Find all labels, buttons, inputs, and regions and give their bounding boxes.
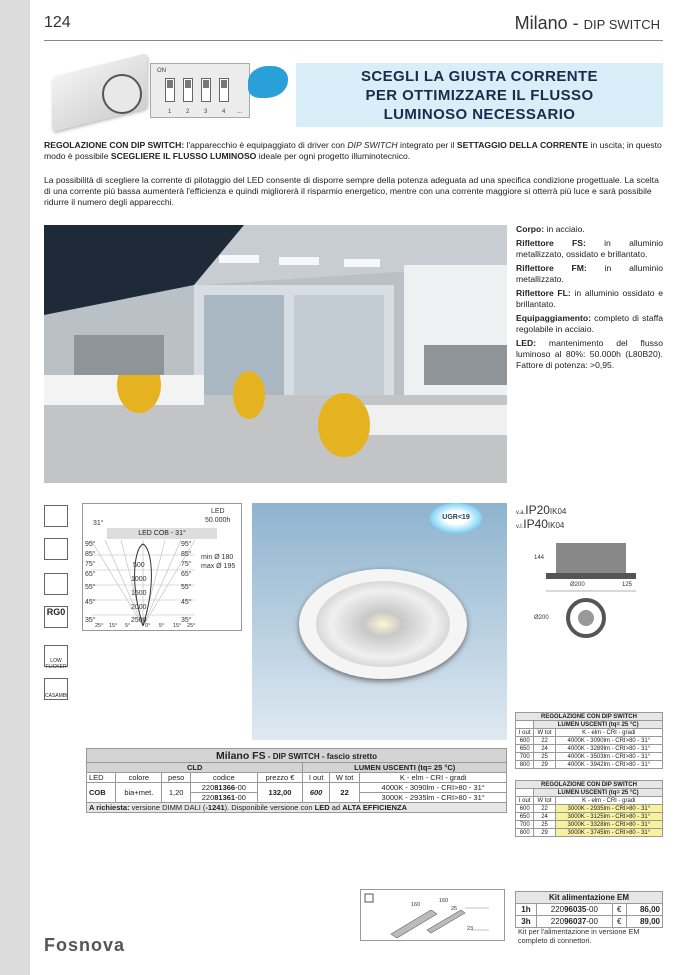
col-peso: peso — [162, 773, 191, 783]
dimension-diameter: Ø200 — [570, 582, 585, 588]
page-title: Milano - DIP SWITCH — [514, 13, 660, 33]
beam-angle: 31° — [93, 520, 104, 527]
kit-dim: 23 — [467, 926, 474, 932]
degree-label: 35° — [85, 617, 96, 624]
polar-title: LED COB - 31° — [107, 528, 217, 539]
lumen-header: LUMEN USCENTI (tq= 25 °C) — [303, 763, 507, 773]
col-iout: I out — [303, 773, 330, 783]
kit-dim: 25 — [451, 906, 458, 912]
risk-group-icon: RG0 — [44, 606, 68, 628]
degree-label: 65° — [85, 571, 96, 578]
col-led: LED — [87, 773, 116, 783]
spec-item: Riflettore FL: in alluminio ossidato e brillantato. — [516, 288, 663, 309]
degree-label: 95° — [85, 541, 96, 548]
degree-label: 55° — [181, 584, 192, 591]
page-number: 124 — [44, 14, 71, 31]
ring-label: 2000 — [131, 604, 147, 611]
degree-label: 5° — [159, 623, 165, 629]
polar-diagram — [82, 503, 242, 631]
em-kit-illustration — [361, 890, 506, 942]
table-row: 600 22 3000K - 2935lm - CRI>80 - 31° — [516, 805, 663, 813]
spec-item: Riflettore FM: in alluminio metallizzato. — [516, 263, 663, 284]
office-illustration — [44, 225, 507, 483]
col-codice: codice — [191, 773, 258, 783]
col-wtot: W tot — [329, 773, 359, 783]
em-kit-drawing — [360, 889, 505, 941]
col-k: K - elm - CRI - gradi — [555, 729, 662, 737]
product-image — [252, 503, 507, 740]
table-row: 800 29 4000K - 3942lm - CRI>80 - 31° — [516, 761, 663, 769]
side-table-sub: LUMEN USCENTI (tq= 25 °C) — [534, 789, 663, 797]
side-table-title: REGOLAZIONE CON DIP SWITCH — [516, 781, 663, 789]
dip-on-label: ON — [157, 68, 166, 74]
downlight-reflector — [316, 581, 450, 667]
office-photo — [44, 225, 507, 483]
spec-item: Equipaggiamento: completo di staffa regolabile in acciaio. — [516, 313, 663, 334]
table-row: 700 25 4000K - 3503lm - CRI>80 - 31° — [516, 753, 663, 761]
table-row: COB bia+met. 1,20 22081366-00 132,00 600 22 4000K - 3090lm - CRI>80 - 31° — [87, 783, 507, 793]
dip-switch-4 — [219, 78, 229, 102]
table-row: 600 22 4000K - 3090lm - CRI>80 - 31° — [516, 737, 663, 745]
led-label: LED — [211, 508, 225, 515]
max-diameter: max Ø 195 — [201, 563, 236, 570]
table-row: 650 24 4000K - 3289lm - CRI>80 - 31° — [516, 745, 663, 753]
col-colore: colore — [116, 773, 162, 783]
degree-label: 95° — [181, 541, 192, 548]
dip-switch-diagram — [150, 63, 250, 118]
led-hours: 50.000h — [205, 517, 231, 524]
col-k: K - elm - CRI - gradi — [360, 773, 507, 783]
degree-label: 45° — [181, 599, 192, 606]
side-table-sub: LUMEN USCENTI (tq= 25 °C) — [534, 721, 663, 729]
table-row: 1h 22096035-00 € 86,00 — [516, 904, 663, 916]
low-flicker-icon: LOW FLICKER — [44, 645, 68, 667]
product-table-title: Milano FS - DIP SWITCH - fascio stretto — [87, 749, 507, 763]
kit-dim: 160 — [439, 898, 449, 904]
casambi-icon: CASAMBI — [44, 678, 68, 700]
page-subtitle: DIP SWITCH — [583, 17, 660, 32]
product-code: 22081361-00 — [191, 793, 258, 803]
kit-dim: 160 — [411, 902, 421, 908]
col-prezzo: prezzo € — [257, 773, 303, 783]
degree-label: 75° — [85, 561, 96, 568]
dimension-drawing — [516, 533, 663, 638]
spec-item: LED: mantenimento del flusso luminoso al 80%: 50.000h (L80B20). Fattore di potenza: >0,95. — [516, 338, 663, 370]
product-note: A richiesta: versione DIMM DALI (-1241). Disponibile versione con LED ad ALTA EFFICIENZA — [87, 803, 507, 813]
headline-banner — [296, 63, 663, 127]
col-wtot: W tot — [534, 797, 555, 805]
degree-label: 25° — [187, 623, 196, 629]
zoom-circle-icon — [102, 74, 142, 114]
dip-number: 1 — [168, 109, 172, 115]
ring-label: 1000 — [131, 576, 147, 583]
em-kit-note: Kit per l'alimentazione in versione EM completo di connettori. — [518, 927, 640, 945]
ip-rating-box — [516, 503, 663, 638]
ring-label: 1500 — [131, 590, 147, 597]
col-wtot: W tot — [534, 729, 555, 737]
degree-label: 15° — [109, 623, 118, 629]
banner-line: SCEGLI LA GIUSTA CORRENTE — [361, 68, 598, 85]
office-usage-icon — [44, 538, 68, 560]
table-row: 3h 22096037-00 € 89,00 — [516, 916, 663, 928]
table-row: 650 24 3000K - 3125lm - CRI>80 - 31° — [516, 813, 663, 821]
degree-label: 15° — [173, 623, 182, 629]
ring-label: 500 — [133, 562, 145, 569]
dimension-cut: 125 — [622, 582, 633, 588]
degree-label: 65° — [181, 571, 192, 578]
header-divider — [44, 40, 663, 41]
degree-label: 55° — [85, 584, 96, 591]
degree-label: 45° — [85, 599, 96, 606]
dip-number: 2 — [186, 109, 190, 115]
degree-label: 5° — [125, 623, 131, 629]
col-iout: I out — [516, 797, 534, 805]
side-table-title: REGOLAZIONE CON DIP SWITCH — [516, 713, 663, 721]
installation-icon — [44, 505, 68, 527]
page-sidebar — [0, 0, 30, 975]
degree-label: 85° — [181, 551, 192, 558]
ugr-badge: UGR<19 — [430, 503, 482, 533]
ceiling-grid-icon — [44, 573, 68, 595]
specifications — [516, 224, 663, 374]
ring-label: 2500 — [131, 617, 147, 624]
intro-paragraph: REGOLAZIONE CON DIP SWITCH: l'apparecchio è equipaggiato di driver con DIP SWITCH integrato per il SETTAGGIO DELLA CORRENTE in uscita; in questo modo è possibile SCEGLIERE IL FLUSSO LUMINOSO ideale per ogni progetto illuminotecnico. — [44, 140, 662, 161]
min-diameter: min Ø 180 — [201, 554, 234, 561]
product-table — [86, 748, 507, 813]
degree-label: 35° — [181, 617, 192, 624]
banner-line: LUMINOSO NECESSARIO — [383, 106, 576, 123]
dip-switch-3 — [201, 78, 211, 102]
degree-label: 85° — [85, 551, 96, 558]
product-code: 22081366-00 — [191, 783, 258, 793]
col-k: K - elm - CRI - gradi — [555, 797, 662, 805]
cld-header: CLD — [87, 763, 303, 773]
table-row: 22081361-00 3000K - 2935lm - CRI>80 - 31° — [87, 793, 507, 803]
degree-label: 75° — [181, 561, 192, 568]
col-iout: I out — [516, 729, 534, 737]
dip-table-3000k — [515, 780, 663, 837]
dip-number: 3 — [204, 109, 208, 115]
current-paragraph: La possibilità di scegliere la corrente di pilotaggio del LED consente di disporre sempre della potenza adeguata ad una specifica condizione progettuale. La scelta di una corrente più bassa aumenterà l'efficienza e quindi migliorerà il risparmio energetico, mentre con una corrente maggiore si otterrà più luce e sarà possibile ridurre il numero degli apparecchi. — [44, 175, 659, 207]
dimension-height: 144 — [534, 555, 545, 561]
table-row: 700 25 3000K - 3328lm - CRI>80 - 31° — [516, 821, 663, 829]
dip-number: ... — [237, 109, 243, 115]
spec-item: Riflettore FS: in alluminio metallizzato, ossidato e brillantato. — [516, 238, 663, 259]
table-row: 800 29 3000K - 3745lm - CRI>80 - 31° — [516, 829, 663, 837]
em-kit-table — [515, 891, 663, 928]
degree-label: 25° — [95, 623, 104, 629]
dip-switch-2 — [183, 78, 193, 102]
dimension-hole: Ø200 — [534, 615, 549, 621]
hand-pointer-icon — [248, 66, 288, 98]
dip-switch-1 — [165, 78, 175, 102]
em-table-title: Kit alimentazione EM — [516, 892, 663, 904]
polar-curve — [91, 540, 195, 626]
ip20-rating: v.a.IP20IK04 — [516, 503, 567, 517]
ip40-rating: v.l.IP40IK04 — [516, 517, 565, 531]
brand-logo: Fosnova — [44, 935, 126, 955]
degree-label: 0° — [145, 623, 151, 629]
dip-number: 4 — [222, 109, 226, 115]
spec-item: Corpo: in acciaio. — [516, 224, 585, 234]
dip-table-4000k — [515, 712, 663, 769]
banner-line: PER OTTIMIZZARE IL FLUSSO — [365, 87, 594, 104]
